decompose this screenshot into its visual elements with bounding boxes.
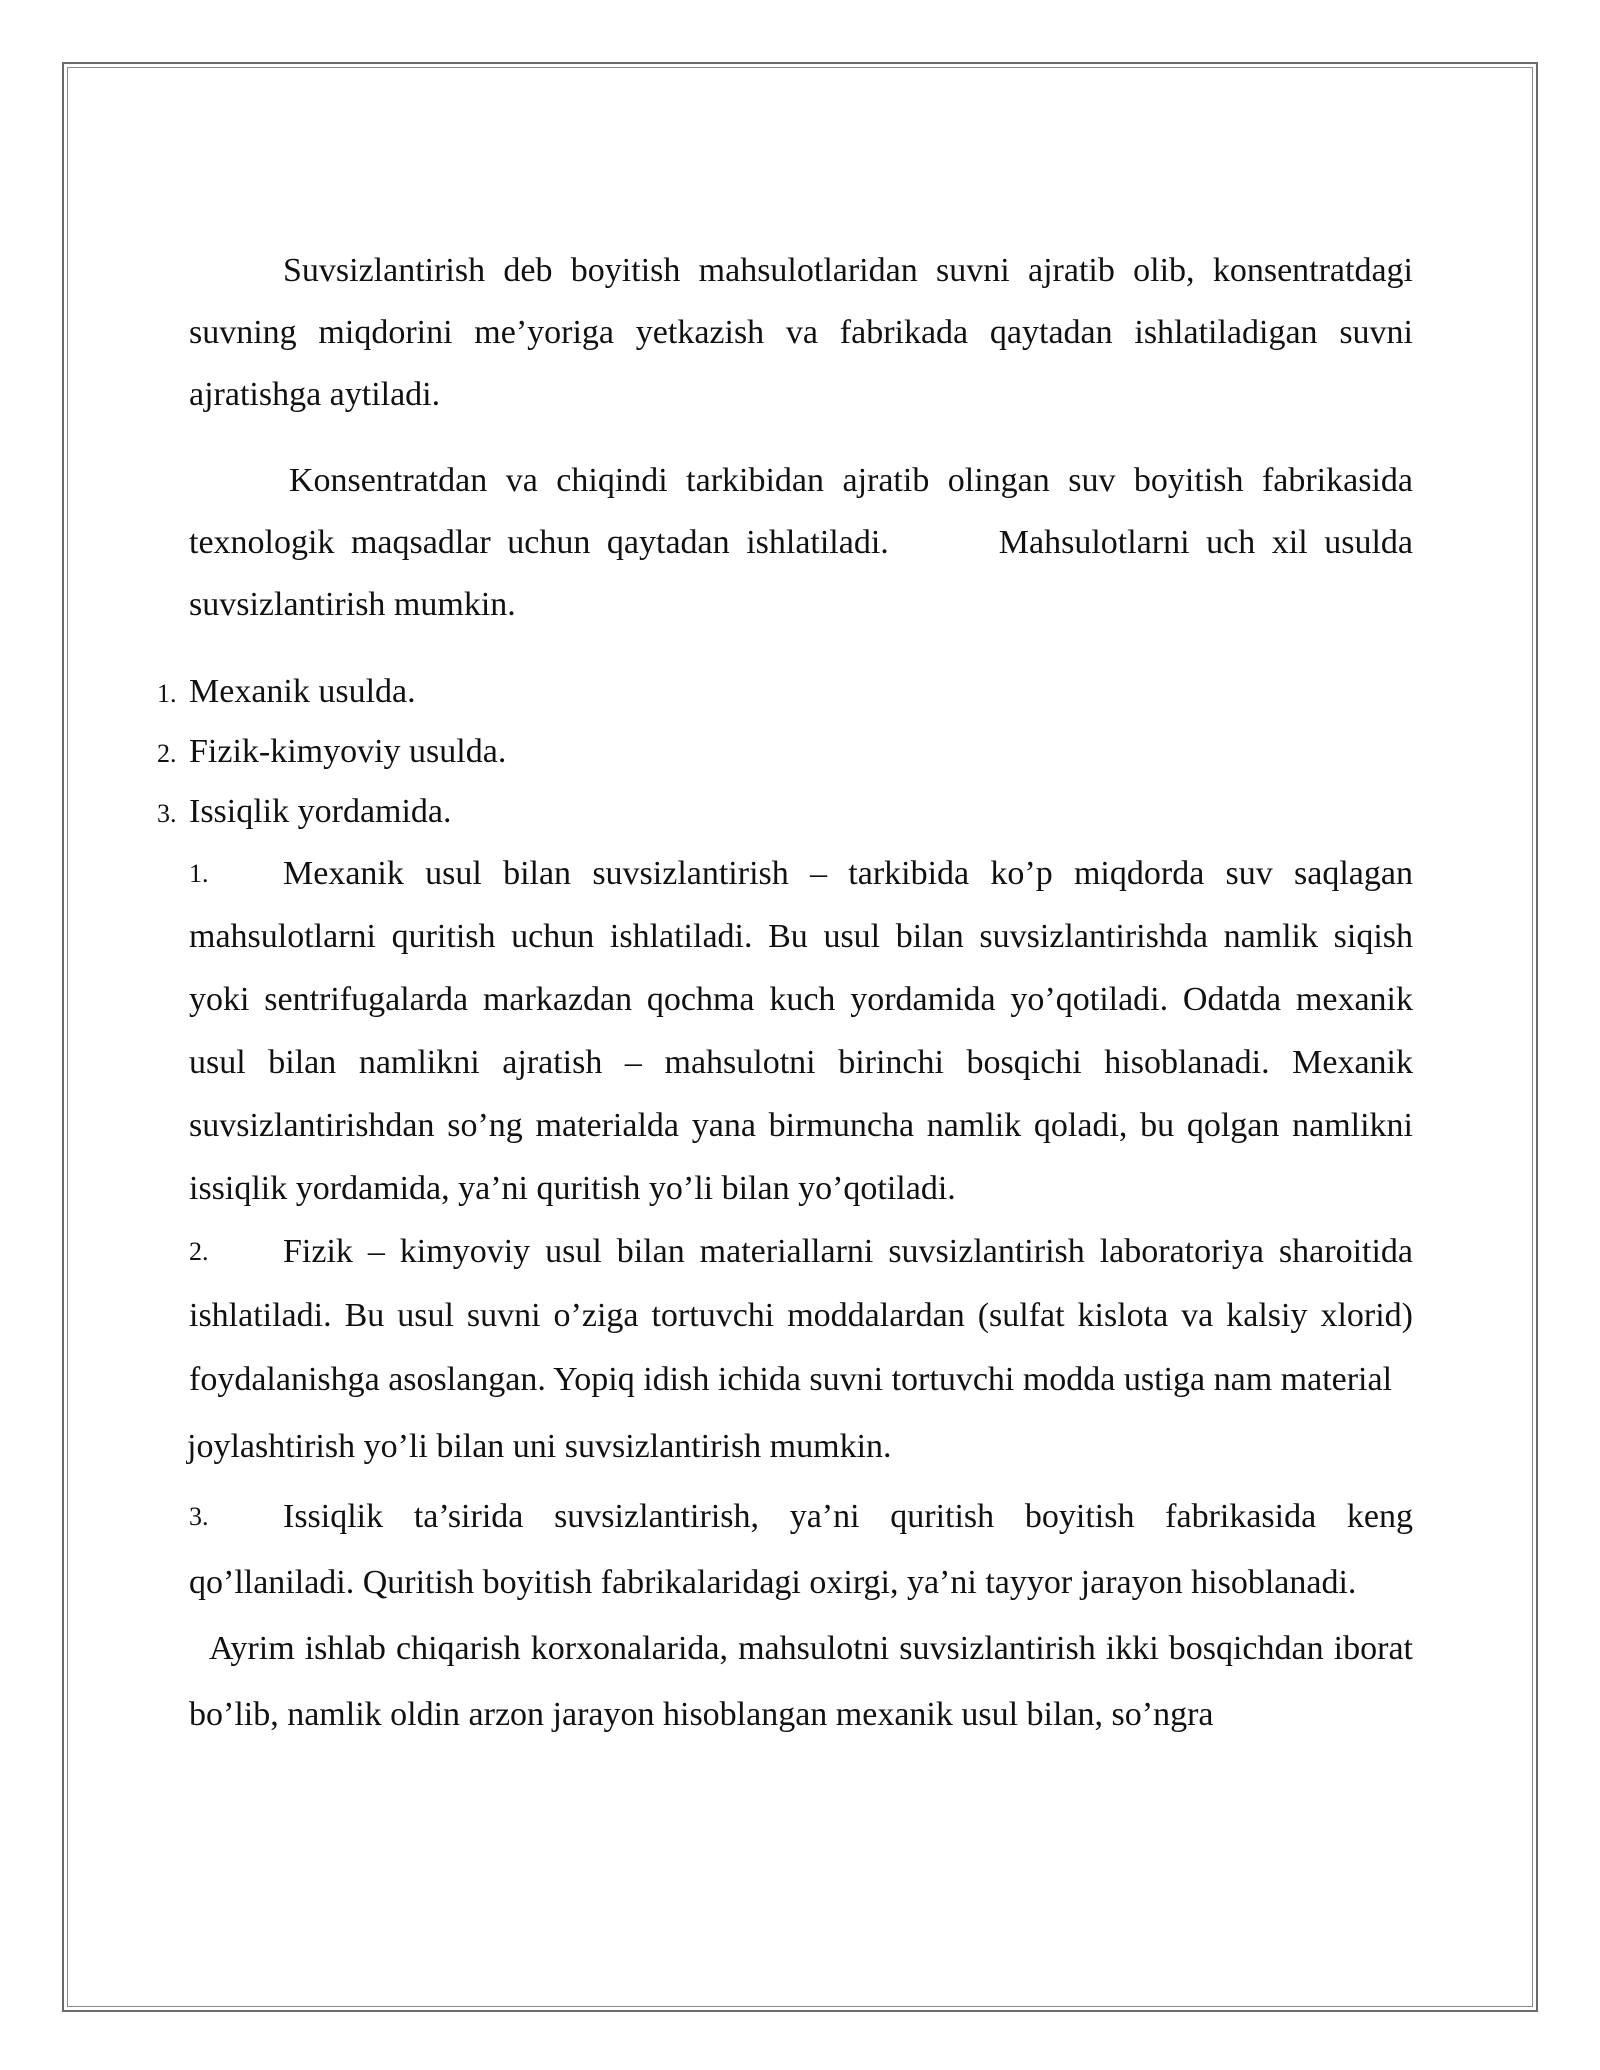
paragraph-reuse [189, 450, 1413, 636]
list-item [157, 662, 1413, 722]
list-item-text: Issiqlik yordamida. [189, 793, 452, 830]
list-item-number: 2. [157, 739, 177, 768]
paragraph-intro: Suvsizlantirish deb boyitish mahsulotlaridan suvni ajratib olib, konsentratdagi suvning miqdorini me’yoriga yetkazish va fabrikada qaytadan ishlatiladigan suvni ajratishga aytiladi. [189, 252, 1413, 413]
paragraph-reuse-text: Konsentratdan va chiqindi tarkibidan ajratib olingan suv boyitish fabrikasida texnologik maqsadlar uchun qaytadan ishlatiladi. [189, 462, 1413, 561]
list-item [157, 722, 1413, 782]
section-text: Mexanik usul bilan suvsizlantirish – tarkibida ko’p miqdorda suv saqlagan mahsulotlarni quritish uchun ishlatiladi. Bu usul bilan suvsizlantirishda namlik siqish yoki sentrifugalarda markazdan qochma kuch yordamida yo’qotiladi. Odatda mexanik usul bilan namlikni ajratish – mahsulotni birinchi bosqichi hisoblanadi. Mexanik suvsizlantirishdan so’ng materialda yana birmuncha namlik qoladi, bu qolgan namlikni issiqlik yordamida, ya’ni quritish yo’li bilan yo’qotiladi. [189, 855, 1413, 1207]
list-item [157, 782, 1413, 842]
list-item-number: 3. [157, 799, 177, 828]
section-thermal [189, 1484, 1413, 1616]
document-body [157, 240, 1413, 1748]
list-item-number: 1. [157, 679, 177, 708]
section-number: 1. [189, 859, 209, 888]
paragraph-methods-intro: Mahsulotlarni uch xil usulda suvsizlantirish mumkin. [189, 524, 1413, 623]
section-number: 3. [189, 1502, 209, 1531]
section-mechanical [189, 842, 1413, 1220]
list-item-text: Fizik-kimyoviy usulda. [189, 733, 507, 770]
section-text: Fizik – kimyoviy usul bilan materiallarni suvsizlantirish laboratoriya sharoitida ishlatiladi. Bu usul suvni o’ziga tortuvchi moddalardan (sulfat kislota va kalsiy xlorid) foydalanishga asoslangan. Yopiq idish ichida suvni tortuvchi modda ustiga nam material [189, 1233, 1413, 1398]
section-continuation: joylashtirish yo’li bilan uni suvsizlantirish mumkin. [187, 1428, 892, 1465]
section-physico-chemical [189, 1220, 1413, 1412]
section-number: 2. [189, 1237, 209, 1266]
list-item-text: Mexanik usulda. [189, 673, 416, 710]
paragraph-closing: Ayrim ishlab chiqarish korxonalarida, mahsulotni suvsizlantirish ikki bosqichdan iborat bo’lib, namlik oldin arzon jarayon hisoblangan mexanik usul bilan, so’ngra [189, 1630, 1413, 1733]
methods-list [157, 662, 1413, 842]
section-text: Issiqlik ta’sirida suvsizlantirish, ya’ni quritish boyitish fabrikasida keng qo’llaniladi. Quritish boyitish fabrikalaridagi oxirgi, ya’ni tayyor jarayon hisoblanadi. [189, 1498, 1413, 1601]
